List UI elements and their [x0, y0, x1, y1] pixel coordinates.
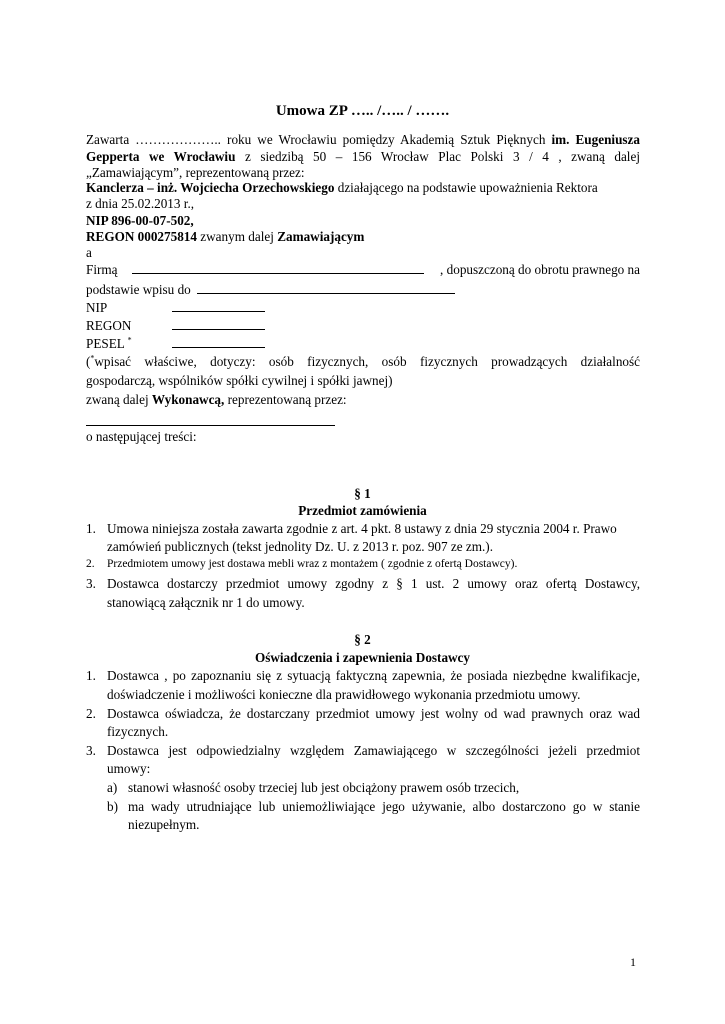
called-line [86, 391, 640, 409]
firm-label: Firmą [86, 262, 118, 277]
intro-line-3: „Zamawiającym”, reprezentowaną przez: [86, 165, 305, 180]
nip-label: NIP [86, 300, 108, 315]
intro-text: z siedzibą 50 – 156 Wrocław Plac Polski 3 / 4 , zwaną dalej [235, 149, 640, 164]
contractor-pesel-line [86, 335, 640, 353]
representative-blank-field[interactable] [86, 425, 335, 426]
s1-item-1-line-2: zamówień publicznych (tekst jednolity Dz. U. z 2013 r. poz. 907 ze zm.). [107, 539, 493, 554]
s1-item-2-line-1: Przedmiotem umowy jest dostawa mebli wraz z montażem ( zgodnie z ofertą Dostawcy). [107, 558, 518, 570]
intro-text: Zawarta ……………….. roku we Wrocławiu pomiędzy Akademią Sztuk Pięknych [86, 132, 552, 147]
basis-line [86, 281, 640, 299]
nip-value: NIP 896-00-07-502, [86, 213, 194, 228]
note-star: * [90, 353, 95, 363]
called-text: reprezentowaną przez: [224, 392, 347, 407]
representative-name: Kanclerza – inż. Wojciecha Orzechowskiego [86, 180, 335, 195]
section-1-sign: § 1 [354, 486, 371, 501]
pesel-label-wrap [86, 335, 172, 353]
note-paren: ( [86, 354, 91, 369]
nip-blank-field[interactable] [172, 299, 265, 312]
pesel-blank-field[interactable] [172, 335, 265, 348]
contractor-term: Wykonawcą, [151, 392, 225, 407]
conjunction-a: a [86, 245, 92, 260]
s2-item-1-number: 1. [86, 668, 96, 683]
intro-line-5: z dnia 25.02.2013 r., [86, 196, 195, 211]
s1-item-3-number: 3. [86, 576, 96, 591]
s2-item-3-line-2: umowy: [107, 761, 151, 776]
intro-text: zwanym dalej [197, 229, 278, 244]
intro-line-1 [86, 131, 640, 149]
client-term: Zamawiającym [277, 229, 365, 244]
regon-line [86, 228, 640, 246]
s2-item-2-number: 2. [86, 706, 96, 721]
regon-blank-field[interactable] [172, 317, 265, 330]
registry-blank-field[interactable] [197, 281, 455, 294]
s2-item-3-number: 3. [86, 743, 96, 758]
intro-text: działającego na podstawie upoważnienia Rektora [334, 180, 598, 195]
note-line-1 [86, 353, 640, 371]
intro-line-2 [86, 148, 640, 166]
section-2-heading: Oświadczenia i zapewnienia Dostawcy [254, 650, 471, 665]
s2-item-2-line-1: Dostawca oświadcza, że dostarczany przedmiot umowy jest wolny od wad prawnych oraz wad [107, 706, 640, 721]
academy-name-part: im. Eugeniusza [551, 132, 640, 147]
document-title: Umowa ZP ….. /….. / ……. [275, 103, 450, 119]
s2-item-2-line-2: fizycznych. [107, 724, 169, 739]
following-content-line: o następującej treści: [86, 429, 197, 444]
contractor-nip-line [86, 299, 640, 317]
note-line-2: gospodarczą, wspólników spółki cywilnej i spółki jawnej) [86, 373, 393, 388]
note-text: wpisać właściwe, dotyczy: osób fizycznych, osób fizycznych prowadzących działalność [94, 354, 640, 369]
s2-item-1-line-1: Dostawca , po zapoznaniu się z sytuacją faktyczną zapewnia, że posiada niezbędne kwalifikacje, [107, 668, 640, 683]
firm-after-text: , dopuszczoną do obrotu prawnego na [440, 262, 640, 277]
contractor-regon-line [86, 317, 640, 335]
called-text: zwaną dalej [86, 392, 152, 407]
regon-label: REGON [86, 318, 132, 333]
pesel-label: PESEL [86, 336, 125, 351]
s2-subitem-b-line-1: ma wady utrudniające lub uniemożliwiające jego używanie, albo dostarczono go w stanie [128, 799, 640, 814]
s2-item-1-line-2: doświadczenie i możliwości konieczne dla prawidłowego wykonania przedmiotu umowy. [107, 687, 581, 702]
academy-name-part: Gepperta we Wrocławiu [86, 149, 236, 164]
s1-item-3-line-1: Dostawca dostarczy przedmiot umowy zgodny z § 1 ust. 2 umowy oraz ofertą Dostawcy, [107, 576, 640, 591]
basis-label: podstawie wpisu do [86, 282, 191, 297]
s1-item-2-number: 2. [86, 558, 95, 570]
footnote-star: * [127, 335, 132, 345]
s1-item-3-line-2: stanowiącą załącznik nr 1 do umowy. [107, 595, 305, 610]
regon-value: REGON 000275814 [86, 229, 197, 244]
firm-line [86, 261, 640, 279]
s2-subitem-b-marker: b) [107, 799, 118, 814]
intro-line-4 [86, 179, 640, 197]
s2-subitem-a-marker: a) [107, 780, 118, 795]
page-number: 1 [630, 955, 636, 969]
s1-item-1-number: 1. [86, 521, 96, 536]
nip-line [86, 212, 640, 230]
firm-blank-field[interactable] [132, 261, 424, 274]
s2-subitem-a-line-1: stanowi własność osoby trzeciej lub jest obciążony prawem osób trzecich, [128, 780, 520, 795]
section-1-heading: Przedmiot zamówienia [298, 503, 427, 518]
s2-item-3-line-1: Dostawca jest odpowiedzialny względem Zamawiającego w szczególności jeżeli przedmiot [107, 743, 640, 758]
s1-item-1-line-1: Umowa niniejsza została zawarta zgodnie z art. 4 pkt. 8 ustawy z dnia 29 stycznia 2004 r. Prawo [107, 521, 617, 536]
section-2-sign: § 2 [354, 632, 371, 647]
s2-subitem-b-line-2: niezupełnym. [128, 817, 200, 832]
